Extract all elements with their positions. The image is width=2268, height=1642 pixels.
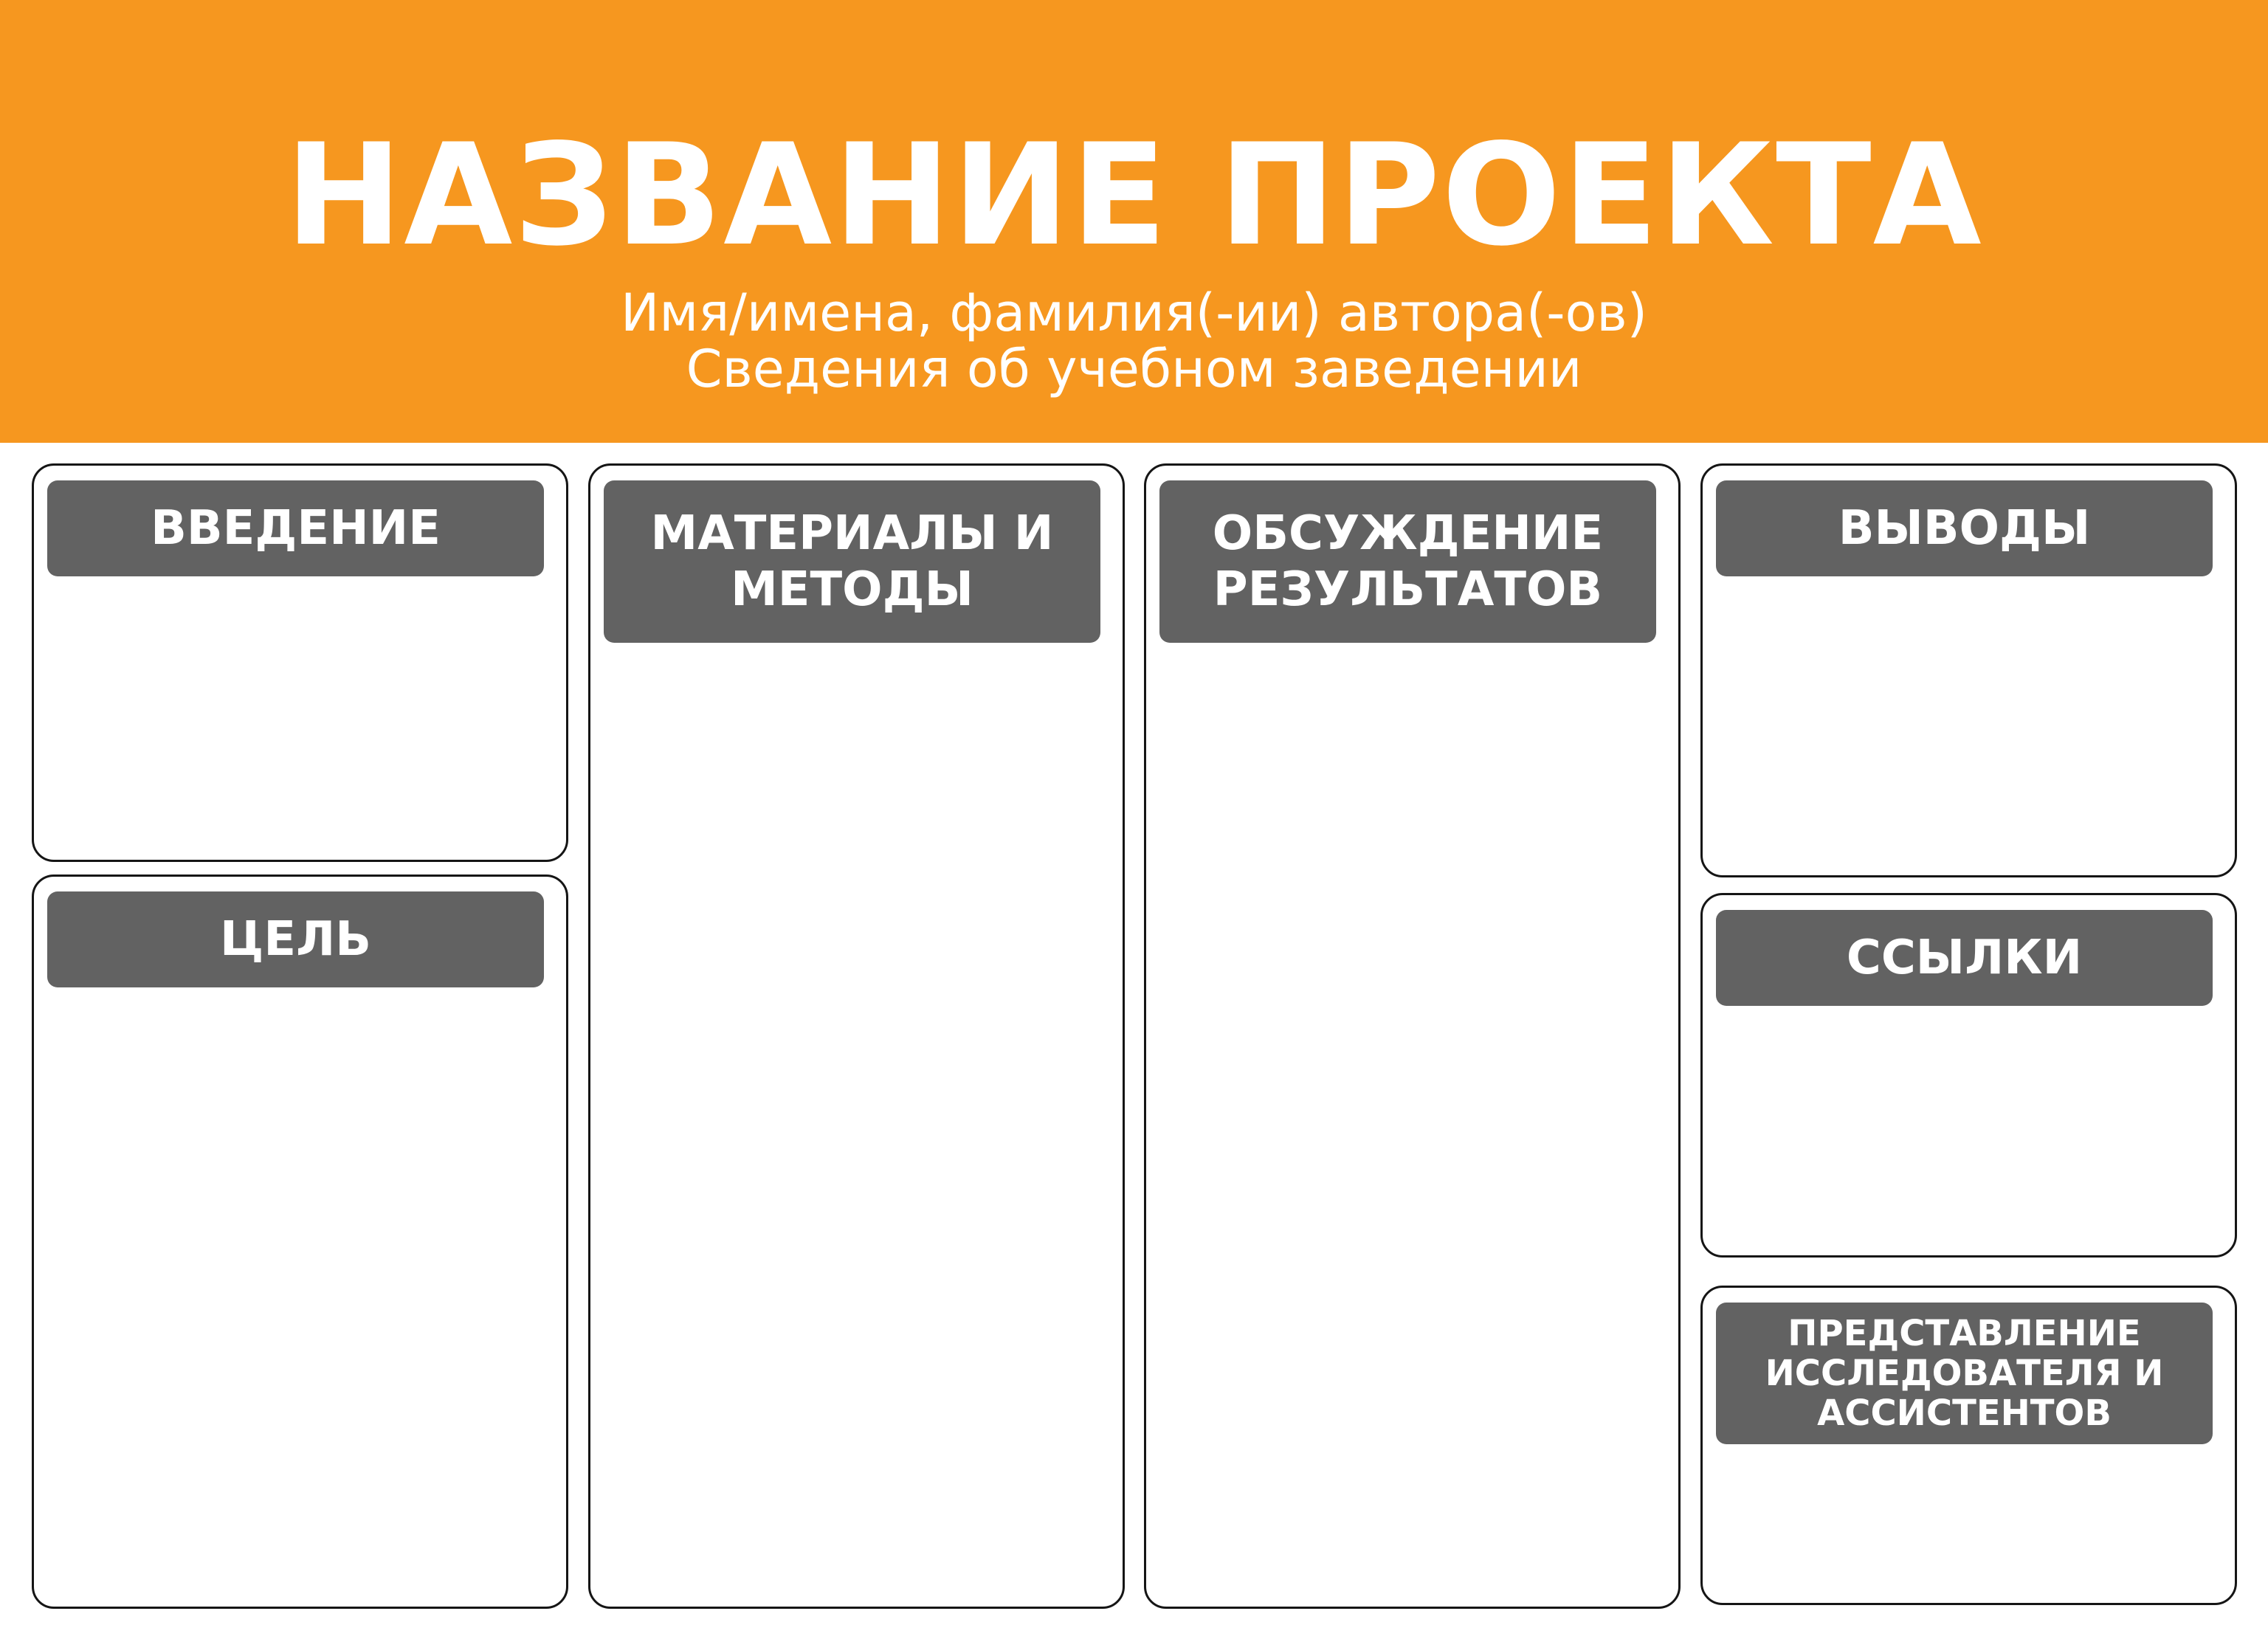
materials-methods-heading: МАТЕРИАЛЫ И МЕТОДЫ (604, 480, 1100, 643)
acknowledgements-panel (1700, 1286, 2237, 1605)
discussion-panel (1144, 463, 1681, 1609)
institution-line: Сведения об учебном заведении (686, 339, 1582, 399)
authors-line: Имя/имена, фамилия(-ии) автора(-ов) (621, 283, 1647, 343)
introduction-panel (32, 463, 568, 862)
goal-panel (32, 875, 568, 1609)
acknowledgements-heading: ПРЕДСТАВЛЕНИЕ ИССЛЕДОВАТЕЛЯ И АССИСТЕНТОВ (1716, 1303, 2213, 1444)
materials-methods-panel (588, 463, 1125, 1609)
conclusions-panel (1700, 463, 2237, 877)
references-panel (1700, 893, 2237, 1258)
project-title: НАЗВАНИЕ ПРОЕКТА (285, 114, 1983, 277)
conclusions-heading: ВЫВОДЫ (1716, 480, 2213, 576)
discussion-heading: ОБСУЖДЕНИЕ РЕЗУЛЬТАТОВ (1159, 480, 1656, 643)
references-heading: ССЫЛКИ (1716, 910, 2213, 1006)
poster-header (0, 0, 2268, 443)
goal-heading: ЦЕЛЬ (47, 891, 544, 987)
introduction-heading: ВВЕДЕНИЕ (47, 480, 544, 576)
